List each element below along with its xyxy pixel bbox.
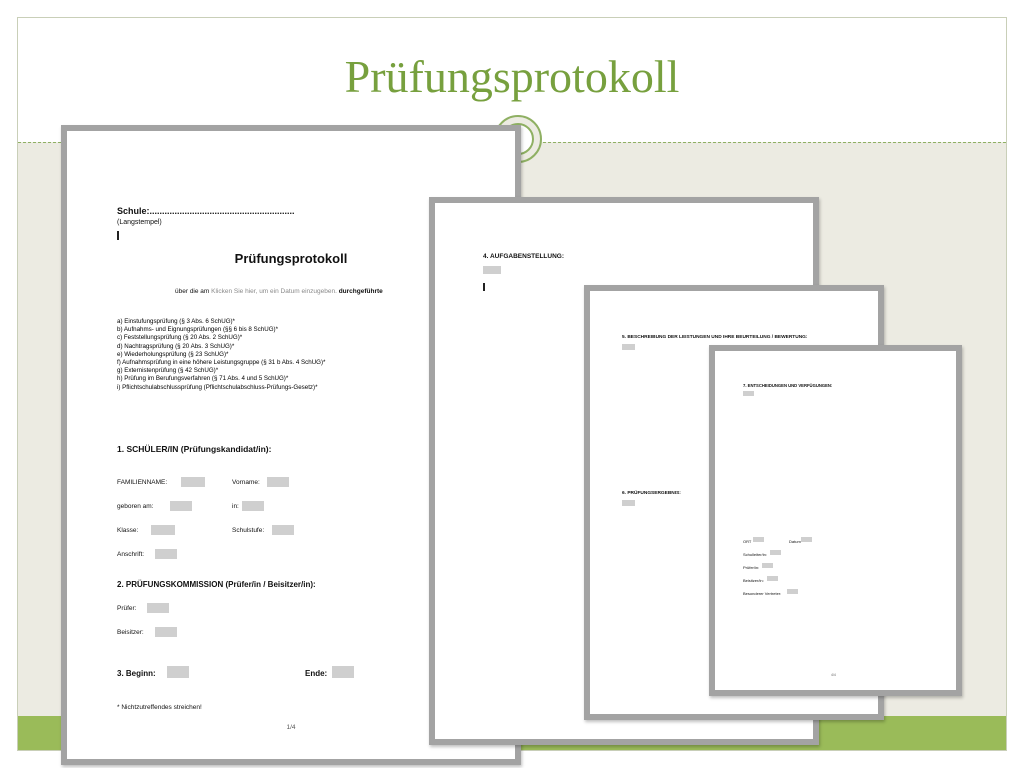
result-field[interactable] — [622, 500, 635, 506]
place-field[interactable] — [753, 537, 764, 542]
task-heading: 4. AUFGABENSTELLUNG: — [483, 253, 565, 260]
surname-label: FAMILIENNAME: — [117, 479, 168, 486]
stamp-label: (Langstempel) — [117, 219, 162, 226]
assessment-heading: 5. BESCHREIBUNG DER LEISTUNGEN UND IHRE BEURTEILUNG / BEWERTUNG: — [622, 335, 808, 340]
start-time-label: 3. Beginn: — [117, 669, 156, 678]
text-cursor — [117, 231, 119, 240]
examiner-label: Prüfer: — [117, 605, 137, 612]
task-field[interactable] — [483, 266, 501, 274]
exam-type-item: b) Aufnahms- und Eignungsprüfungen (§§ 6 bis 8 SchUG)* — [117, 326, 278, 334]
exam-type-item: c) Feststellungsprüfung (§ 20 Abs. 2 SchUG)* — [117, 334, 243, 342]
address-field[interactable] — [155, 549, 177, 559]
exam-type-item: d) Nachtragsprüfung (§ 20 Abs. 3 SchUG)* — [117, 342, 235, 350]
principal-label: Schulleiter/in: — [743, 552, 768, 557]
address-label: Anschrift: — [117, 551, 145, 558]
text-cursor — [483, 283, 485, 291]
assessor-field[interactable] — [155, 627, 177, 637]
principal-field[interactable] — [770, 550, 781, 555]
footnote: * Nichtzutreffendes streichen! — [117, 704, 202, 711]
exam-type-item: h) Prüfung im Berufungsverfahren (§ 71 Abs. 4 und 5 SchUG)* — [117, 375, 289, 383]
birthdate-label: geboren am: — [117, 503, 154, 510]
surname-field[interactable] — [181, 477, 205, 487]
exam-type-list — [117, 318, 325, 392]
decisions-heading: 7. ENTSCHEIDUNGEN UND VERFÜGUNGEN: — [743, 383, 833, 388]
exam-type-item: i) Pflichtschulabschlussprüfung (Pflichtschulabschluss-Prüfungs-Gesetz)* — [117, 383, 318, 391]
assessor-field[interactable] — [767, 576, 778, 581]
date-picker-field[interactable]: Klicken Sie hier, um ein Datum einzugeben. — [211, 288, 337, 295]
document-page-4 — [709, 345, 962, 696]
exam-type-item: g) Externistenprüfung (§ 42 SchUG)* — [117, 367, 219, 375]
date-pre-text: über die am — [175, 288, 210, 295]
firstname-label: Vorname: — [232, 479, 260, 486]
class-label: Klasse: — [117, 527, 139, 534]
exam-type-item: e) Wiederholungsprüfung (§ 23 SchUG)* — [117, 350, 229, 358]
birthplace-label: in: — [232, 503, 239, 510]
page-number: 4/4 — [831, 673, 836, 677]
assessor-label: Beisitzer: — [117, 629, 144, 636]
result-heading: 6. PRÜFUNGSERGEBNIS: — [622, 491, 681, 496]
special-representative-field[interactable] — [787, 589, 798, 594]
firstname-field[interactable] — [267, 477, 289, 487]
slide-title: Prüfungsprotokoll — [344, 51, 680, 102]
examiner-field[interactable] — [147, 603, 169, 613]
date-post-text: durchgeführte — [338, 288, 383, 295]
special-representative-label: Besonderer Vertreter: — [743, 591, 782, 596]
place-label: ORT — [743, 539, 752, 544]
document-heading: Prüfungsprotokoll — [234, 251, 348, 266]
date-label: Datum — [789, 539, 801, 544]
start-time-field[interactable] — [167, 666, 189, 678]
birthdate-field[interactable] — [170, 501, 192, 511]
page-number: 1/4 — [286, 724, 296, 731]
grade-level-field[interactable] — [272, 525, 294, 535]
date-line — [175, 288, 383, 295]
class-field[interactable] — [151, 525, 175, 535]
exam-type-item: f) Aufnahmsprüfung in eine höhere Leistungsgruppe (§ 31 b Abs. 4 SchUG)* — [117, 359, 326, 367]
birthplace-field[interactable] — [242, 501, 264, 511]
exam-type-item: a) Einstufungsprüfung (§ 3 Abs. 6 SchUG)* — [117, 318, 235, 325]
section-commission-heading: 2. PRÜFUNGSKOMMISSION (Prüfer/in / Beisitzer/in): — [117, 580, 316, 589]
school-label: Schule:.......................................................... — [117, 206, 295, 216]
end-time-label: Ende: — [305, 669, 328, 678]
examiner-field[interactable] — [762, 563, 773, 568]
assessor-label: Beisitzer/in: — [743, 578, 764, 583]
grade-level-label: Schulstufe: — [232, 527, 265, 534]
decisions-field[interactable] — [743, 391, 754, 396]
end-time-field[interactable] — [332, 666, 354, 678]
examiner-label: Prüfer/in: — [743, 565, 760, 570]
section-student-heading: 1. SCHÜLER/IN (Prüfungskandidat/in): — [117, 444, 272, 454]
assessment-field[interactable] — [622, 344, 635, 350]
date-field[interactable] — [801, 537, 812, 542]
